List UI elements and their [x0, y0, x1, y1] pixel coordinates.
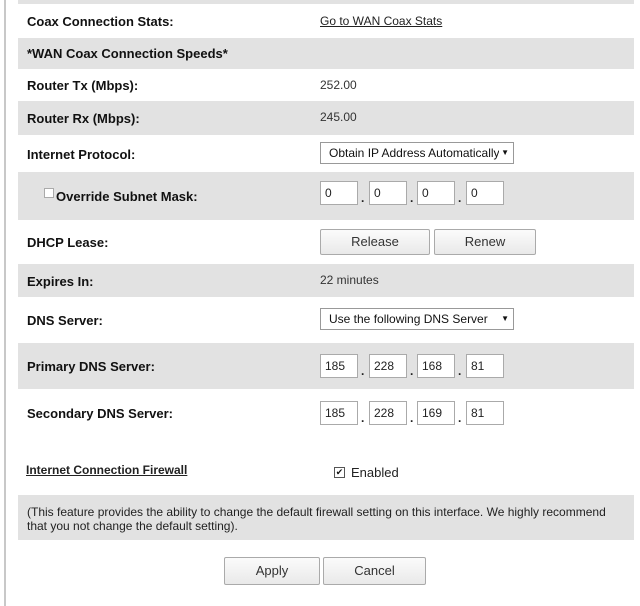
expires-row: [18, 264, 634, 297]
dns-server-label: DNS Server:: [27, 313, 103, 328]
secondary-dns-row: [18, 389, 634, 439]
primary-dns-row: [18, 343, 634, 389]
override-subnet-checkbox[interactable]: [44, 188, 54, 198]
secondary-dns-octet-3[interactable]: 169: [417, 401, 455, 425]
coax-stats-row: [18, 4, 634, 38]
octet-separator: .: [361, 411, 365, 425]
firewall-enabled-checkbox[interactable]: ✔: [335, 467, 344, 477]
subnet-octet-1[interactable]: 0: [320, 181, 358, 205]
renew-button[interactable]: Renew: [434, 229, 536, 255]
dns-server-select[interactable]: [320, 308, 514, 330]
firewall-note-row: [18, 495, 634, 540]
router-rx-value: 245.00: [320, 110, 357, 124]
override-subnet-label: Override Subnet Mask:: [56, 189, 198, 204]
router-rx-row: [18, 101, 634, 135]
wan-coax-stats-link[interactable]: Go to WAN Coax Stats: [320, 14, 443, 28]
internet-protocol-select[interactable]: [320, 142, 514, 164]
secondary-dns-octet-4[interactable]: 81: [466, 401, 504, 425]
dropdown-arrow-icon: ▼: [499, 309, 509, 329]
octet-separator: .: [361, 191, 365, 205]
octet-separator: .: [458, 191, 462, 205]
secondary-dns-octet-1[interactable]: 185: [320, 401, 358, 425]
firewall-enabled-label: Enabled: [351, 465, 399, 480]
octet-separator: .: [458, 411, 462, 425]
coax-stats-label: Coax Connection Stats:: [27, 14, 174, 29]
release-button[interactable]: Release: [320, 229, 430, 255]
page-frame-border: [4, 0, 6, 606]
octet-separator: .: [410, 411, 414, 425]
secondary-dns-octet-2[interactable]: 228: [369, 401, 407, 425]
router-tx-value: 252.00: [320, 78, 357, 92]
cancel-button[interactable]: Cancel: [323, 557, 426, 585]
internet-connection-firewall-link[interactable]: Internet Connection Firewall: [26, 463, 188, 477]
subnet-octet-3[interactable]: 0: [417, 181, 455, 205]
octet-separator: .: [410, 364, 414, 378]
internet-protocol-label: Internet Protocol:: [27, 147, 136, 162]
override-subnet-row: [18, 172, 634, 220]
dhcp-lease-row: [18, 220, 634, 264]
router-rx-label: Router Rx (Mbps):: [27, 111, 140, 126]
router-tx-label: Router Tx (Mbps):: [27, 78, 139, 93]
expires-label: Expires In:: [27, 274, 94, 289]
primary-dns-label: Primary DNS Server:: [27, 359, 155, 374]
octet-separator: .: [458, 364, 462, 378]
secondary-dns-label: Secondary DNS Server:: [27, 406, 173, 421]
dns-server-selected: Use the following DNS Server: [329, 312, 488, 326]
apply-button[interactable]: Apply: [224, 557, 320, 585]
speeds-header-row: [18, 38, 634, 69]
primary-dns-octet-1[interactable]: 185: [320, 354, 358, 378]
octet-separator: .: [410, 191, 414, 205]
expires-value: 22 minutes: [320, 273, 379, 287]
firewall-row: [18, 439, 634, 495]
primary-dns-octet-4[interactable]: 81: [466, 354, 504, 378]
subnet-octet-2[interactable]: 0: [369, 181, 407, 205]
firewall-note-text: (This feature provides the ability to change the default firewall setting on this interface. We highly recommend that you not change the default setting).: [27, 505, 606, 533]
dns-server-row: [18, 297, 634, 343]
primary-dns-octet-2[interactable]: 228: [369, 354, 407, 378]
primary-dns-octet-3[interactable]: 168: [417, 354, 455, 378]
internet-protocol-selected: Obtain IP Address Automatically: [329, 146, 500, 160]
router-tx-row: [18, 69, 634, 101]
subnet-octet-4[interactable]: 0: [466, 181, 504, 205]
internet-protocol-row: [18, 135, 634, 172]
dropdown-arrow-icon: ▼: [499, 143, 509, 163]
dhcp-lease-label: DHCP Lease:: [27, 235, 109, 250]
speeds-header: *WAN Coax Connection Speeds*: [27, 46, 228, 61]
octet-separator: .: [361, 364, 365, 378]
